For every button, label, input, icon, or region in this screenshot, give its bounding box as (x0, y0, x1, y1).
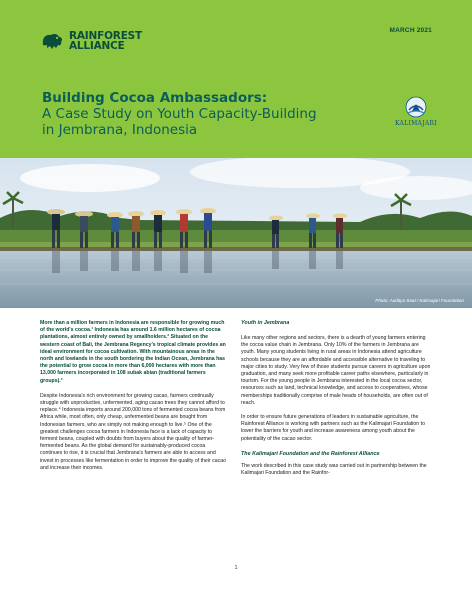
frog-icon (40, 31, 64, 51)
cover-photo (0, 158, 472, 308)
lead-paragraph: More than a million farmers in Indonesia are responsible for growing much of the world's cocoa.¹ Indonesia has around 1.6 million hectares of cocoa plantations, almost entirely owned by smallholders.² Situated on the western coast of Bali, the Jembrana Regency's tropical climate provides an ideal environment for cocoa cultivation. With mountainous areas in the north and lowlands in the south bordering the Indian Ocean, Jembrana has the potential to grow cocoa in more than 6,000 hectares with more than 13,000 farmers incorporated in 108 subak abian (traditional farmers groups).³ (40, 320, 226, 384)
page-title (42, 90, 372, 138)
body-paragraph: In order to ensure future generations of leaders in sustainable agriculture, the Rainforest Alliance is working with partners such as the Kalimajari Foundation to lower the barriers for youth and increase awareness among youth about the potentiality of the cacao sector. (241, 414, 425, 442)
rainforest-alliance-logo[interactable] (40, 31, 142, 51)
title-line-2: A Case Study on Youth Capacity-Building (42, 106, 317, 122)
body-paragraph: Despite Indonesia's rich environment for growing cacao, farmers continually struggle with unproductive, unfermented, aging cacao trees they cannot afford to replace.⁴ Indonesia imports around 200,000 tons of fermented cocoa beans from Africa while, most often, only cheap, unfermented beans are bought from Indonesian farmers, who are simply not making enough to live.⁵ One of the greatest challenges cocoa farmers in Indonesia face is a lack of capacity to ferment beans, coupled with doubts from buyers about the quality of farmer-fermented beans. As the global demand for sustainably-produced cocoa continues to rise, it is crucial that Jembrana's farmers are able to access and invest in processes like fermentation in order to improve the quality of their cacao and increase their incomes. (40, 392, 226, 471)
body-paragraph: Like many other regions and sectors, there is a dearth of young farmers entering the cocoa value chain in Jembrana. Only 10% of the farmers in Jembrana are youth. Many young students living in rural areas in Indonesia attend agriculture schools because they are an affordable and accessible alternative to traveling to major cities to study. Very few of those students pursue careers in agriculture upon graduation, and many seek more profitable career paths elsewhere, particularly in tourism. For the young people in Jembrana interested in the local cocoa sector, resources such as land, technical knowledge, and access to cooperatives, whose memberships traditionally comprise of male heads of households, are often out of reach. (241, 335, 431, 406)
kalimajari-wordmark: KALIMAJARI (394, 120, 438, 127)
photo-credit: Photo: Auditya Saat / Kalimajari Foundation (375, 298, 464, 303)
report-date: MARCH 2021 (389, 27, 432, 34)
logo-wordmark: RAINFOREST ALLIANCE (69, 30, 142, 52)
section-heading-partnership: The Kalimajari Foundation and the Rainforest Alliance (241, 450, 380, 457)
kalimajari-emblem-icon (404, 96, 428, 118)
section-heading-youth: Youth in Jembrana (241, 320, 290, 326)
body-paragraph: The work described in this case study was carried out in partnership between the Kalimajari Foundation and the Rainfor- (241, 462, 427, 477)
header-band (0, 0, 472, 158)
title-line-3: in Jembrana, Indonesia (42, 122, 198, 138)
right-column (241, 320, 434, 477)
kalimajari-logo[interactable] (392, 96, 440, 127)
farmers-rice-field-image (0, 158, 472, 308)
left-column (40, 320, 228, 472)
page-number: 1 (234, 565, 238, 571)
title-line-1: Building Cocoa Ambassadors: (42, 90, 268, 106)
